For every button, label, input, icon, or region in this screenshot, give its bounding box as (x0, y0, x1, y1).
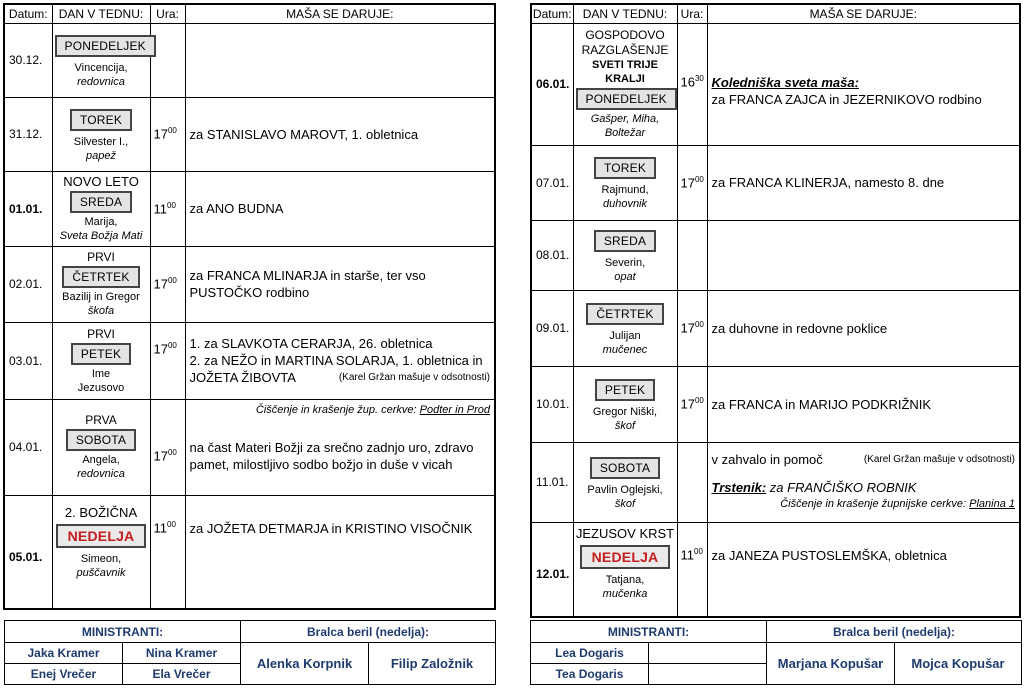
table-row (531, 220, 1020, 290)
header-date: Datum: (4, 4, 52, 23)
cleaning-note (190, 402, 491, 419)
day-badge: PONEDELJEK (55, 35, 156, 57)
reader-name: Filip Založnik (369, 643, 496, 685)
feast-label: PRVA (85, 413, 117, 427)
ministrants-row (531, 643, 1022, 664)
saint-title: škof (614, 419, 636, 432)
table-row (531, 145, 1020, 220)
saint-name: Simeon, (80, 552, 122, 565)
time-hour: 17 (153, 340, 168, 356)
table-row (4, 399, 495, 495)
table-row (4, 171, 495, 246)
time-hour: 17 (153, 276, 168, 292)
saint-title: papež (86, 149, 116, 162)
saint-name: Ime (91, 367, 111, 380)
feast-label: RAZGLAŠENJE (581, 43, 669, 57)
ministrants-header (531, 621, 1022, 643)
table-row (4, 246, 495, 322)
date-cell: 01.01. (4, 171, 52, 246)
cleaning-label: Čiščenje in krašenje župnijske cerkve: (780, 498, 967, 510)
day-badge: NEDELJA (56, 524, 147, 548)
date-cell: 07.01. (531, 145, 573, 220)
mass-line: JOŽETA ŽIBOVTA (189, 370, 296, 385)
date-cell: 09.01. (531, 290, 573, 366)
place-label: Trstenik: (711, 480, 767, 495)
time-cell (150, 495, 185, 609)
day-badge: SOBOTA (590, 457, 660, 479)
saint-title: duhovnik (602, 198, 648, 210)
feast-label: NOVO LETO (63, 173, 139, 189)
mass-line: 2. za NEŽO in MARTINA SOLARJA, 1. obletnica in (189, 353, 483, 368)
day-badge: SREDA (594, 230, 656, 252)
day-badge: ČETRTEK (586, 303, 663, 325)
saint-title: puščavnik (76, 566, 126, 579)
saint-title: mučenec (602, 343, 648, 356)
date-cell: 30.12. (4, 23, 52, 97)
date-cell: 02.01. (4, 246, 52, 322)
day-cell (52, 495, 150, 609)
time-cell (677, 290, 707, 366)
feast-label: PRVI (87, 326, 115, 341)
saint-name: Rajmund, (601, 184, 649, 196)
table-row (531, 366, 1020, 442)
saint-title: Sveta Božja Mati (59, 229, 143, 242)
day-cell (573, 442, 677, 522)
header-mass: MAŠA SE DARUJE: (707, 4, 1020, 23)
time-minute: 00 (167, 126, 177, 136)
time-minute: 00 (167, 340, 177, 350)
date-cell: 05.01. (4, 495, 52, 609)
saint-name: Severin, (604, 256, 646, 269)
schedule-table-left (3, 3, 496, 610)
mass-cell (185, 246, 495, 322)
table-header (4, 4, 495, 23)
ministrant-name: Tea Dogaris (531, 664, 649, 685)
date-cell: 12.01. (531, 522, 573, 617)
ministrants-title: MINISTRANTI: (5, 621, 241, 643)
header-day: DAN V TEDNU: (573, 4, 677, 23)
mass-cell: za duhovne in redovne poklice (707, 290, 1020, 366)
mass-cell: za STANISLAVO MAROVT, 1. obletnica (185, 97, 495, 171)
saint-title: mučenka (602, 587, 648, 600)
time-minute: 30 (694, 73, 704, 83)
time-minute: 00 (694, 320, 704, 330)
ministrant-name: Ela Vrečer (123, 664, 241, 685)
time-hour: 11 (680, 546, 694, 562)
time-cell (677, 522, 707, 617)
mass-cell (185, 399, 495, 495)
cleaning-note (712, 496, 1016, 512)
day-badge: PETEK (595, 379, 655, 401)
date-cell: 06.01. (531, 23, 573, 145)
day-cell (573, 522, 677, 617)
date-cell: 10.01. (531, 366, 573, 442)
mass-line: PUSTOČKO rodbino (189, 285, 310, 300)
mass-cell (707, 23, 1020, 145)
reader-name: Alenka Korpnik (241, 643, 369, 685)
time-minute: 00 (694, 546, 703, 556)
day-badge: TOREK (594, 157, 656, 179)
ministrant-name: Jaka Kramer (5, 643, 123, 664)
table-row (531, 522, 1020, 617)
mass-cell (707, 442, 1020, 522)
header-time: Ura: (150, 4, 185, 23)
saint-name: Gašper, Miha, (590, 113, 660, 125)
time-hour: 16 (680, 73, 695, 89)
cleaning-who: Podter in Prod (419, 403, 490, 416)
day-cell (573, 145, 677, 220)
time-cell (150, 246, 185, 322)
table-row (531, 290, 1020, 366)
saint-name: Boltežar (604, 127, 646, 139)
saint-name: Bazilij in Gregor (62, 291, 140, 303)
saint-name: Angela, (82, 454, 120, 466)
mass-cell: za FRANCA in MARIJO PODKRIŽNIK (707, 366, 1020, 442)
schedule-table-right (530, 3, 1021, 618)
time-cell (150, 97, 185, 171)
saint-name: Marija, (84, 215, 118, 228)
mass-note: (Karel Gržan mašuje v odsotnosti) (338, 372, 490, 383)
saint-title: škof (614, 497, 636, 510)
feast-label: PRVI (87, 250, 115, 264)
time-minute: 00 (167, 519, 176, 529)
time-cell (677, 366, 707, 442)
ministrant-name: Enej Vrečer (5, 664, 123, 685)
ministrant-empty (649, 643, 767, 664)
mass-cell: za JANEZA PUSTOSLEMŠKA, obletnica (707, 522, 1020, 617)
mass-cell (185, 23, 495, 97)
mass-line: v zahvalo in pomoč (711, 452, 823, 467)
header-date: Datum: (531, 4, 573, 23)
mass-line: 1. za SLAVKOTA CERARJA, 26. obletnica (189, 336, 433, 351)
time-hour: 17 (680, 320, 695, 336)
table-row (4, 97, 495, 171)
mass-line: na čast Materi Božji za srečno zadnjo uro, zdravo (189, 439, 474, 455)
day-badge: PETEK (71, 343, 131, 365)
time-cell (150, 399, 185, 495)
reader-name: Mojca Kopušar (895, 643, 1022, 685)
table-header (531, 4, 1020, 23)
place-intent: za FRANČIŠKO ROBNIK (769, 480, 917, 495)
date-cell: 31.12. (4, 97, 52, 171)
day-cell (52, 171, 150, 246)
readers-title: Bralca beril (nedelja): (767, 621, 1022, 643)
cleaning-who: Planina 1 (969, 498, 1015, 510)
saint-name: Gregor Niški, (592, 405, 658, 418)
ministrants-header (5, 621, 496, 643)
ministrant-name: Nina Kramer (123, 643, 241, 664)
date-cell: 03.01. (4, 322, 52, 399)
time-hour: 11 (153, 201, 167, 217)
day-badge: SOBOTA (66, 429, 136, 451)
table-row (531, 23, 1020, 145)
time-hour: 17 (153, 448, 168, 464)
header-day: DAN V TEDNU: (52, 4, 150, 23)
day-cell (52, 97, 150, 171)
table-row (4, 495, 495, 609)
cleaning-label: Čiščenje in krašenje žup. cerkve: (255, 403, 417, 416)
time-cell (677, 145, 707, 220)
saint-name: Pavlin Oglejski, (587, 483, 663, 496)
ministrants-row (5, 643, 496, 664)
readers-title: Bralca beril (nedelja): (241, 621, 496, 643)
ministrants-title: MINISTRANTI: (531, 621, 767, 643)
ministrants-table-right (530, 620, 1022, 685)
time-cell (150, 171, 185, 246)
feast-label: JEZUSOV KRST (575, 525, 675, 541)
saint-title: opat (614, 270, 636, 283)
saint-name: Julijan (609, 329, 641, 342)
mass-cell: za FRANCA KLINERJA, namesto 8. dne (707, 145, 1020, 220)
saint-name: Silvester I., (73, 135, 129, 148)
ministrant-empty (649, 664, 767, 685)
day-cell (52, 399, 150, 495)
saint-name: Jezusovo (77, 381, 125, 394)
day-cell (52, 322, 150, 399)
time-minute: 00 (694, 174, 704, 184)
mass-title: Koledniška sveta maša: (711, 74, 859, 90)
time-hour: 17 (680, 175, 695, 191)
day-cell (573, 366, 677, 442)
time-minute: 00 (694, 396, 704, 406)
day-cell (52, 23, 150, 97)
ministrant-name: Lea Dogaris (531, 643, 649, 664)
mass-cell: za JOŽETA DETMARJA in KRISTINO VISOČNIK (185, 495, 495, 609)
mass-cell: za ANO BUDNA (185, 171, 495, 246)
reader-name: Marjana Kopušar (767, 643, 895, 685)
table-row (4, 322, 495, 399)
day-badge: NEDELJA (580, 545, 671, 569)
time-hour: 11 (153, 519, 167, 535)
day-badge: ČETRTEK (62, 266, 139, 288)
mass-line: za FRANCA ZAJCA in JEZERNIKOVO rodbino (711, 91, 982, 107)
day-badge: TOREK (70, 109, 132, 131)
day-badge: SREDA (70, 191, 132, 213)
time-cell (677, 23, 707, 145)
feast-label: SVETI TRIJE (591, 59, 659, 71)
time-cell (677, 442, 707, 522)
time-minute: 00 (167, 448, 177, 458)
time-minute: 00 (167, 276, 177, 286)
saint-title: škofa (87, 305, 115, 317)
day-badge: PONEDELJEK (576, 88, 677, 110)
header-time: Ura: (677, 4, 707, 23)
ministrants-table-left (4, 620, 496, 685)
mass-cell (707, 220, 1020, 290)
day-cell (573, 23, 677, 145)
table-row (4, 23, 495, 97)
time-cell (150, 322, 185, 399)
saint-name: Tatjana, (605, 573, 645, 586)
saint-name: Vincencija, (74, 61, 128, 74)
feast-label: GOSPODOVO (585, 28, 665, 42)
header-mass: MAŠA SE DARUJE: (185, 4, 495, 23)
feast-label: KRALJI (605, 73, 645, 85)
feast-label: 2. BOŽIČNA (64, 504, 138, 520)
saint-title: redovnica (77, 468, 125, 480)
day-cell (573, 290, 677, 366)
table-row (531, 442, 1020, 522)
day-cell (52, 246, 150, 322)
day-cell (573, 220, 677, 290)
mass-cell (185, 322, 495, 399)
time-cell (677, 220, 707, 290)
mass-line: pamet, milostljivo sodbo božjo in duše v vicah (189, 456, 453, 472)
saint-title: redovnica (77, 75, 125, 88)
mass-line: za FRANCA MLINARJA in starše, ter vso (189, 268, 426, 283)
time-hour: 17 (153, 126, 168, 142)
date-cell: 08.01. (531, 220, 573, 290)
mass-note: (Karel Gržan mašuje v odsotnosti) (863, 454, 1015, 465)
time-minute: 00 (167, 200, 176, 210)
time-hour: 17 (680, 396, 695, 412)
date-cell: 11.01. (531, 442, 573, 522)
date-cell: 04.01. (4, 399, 52, 495)
